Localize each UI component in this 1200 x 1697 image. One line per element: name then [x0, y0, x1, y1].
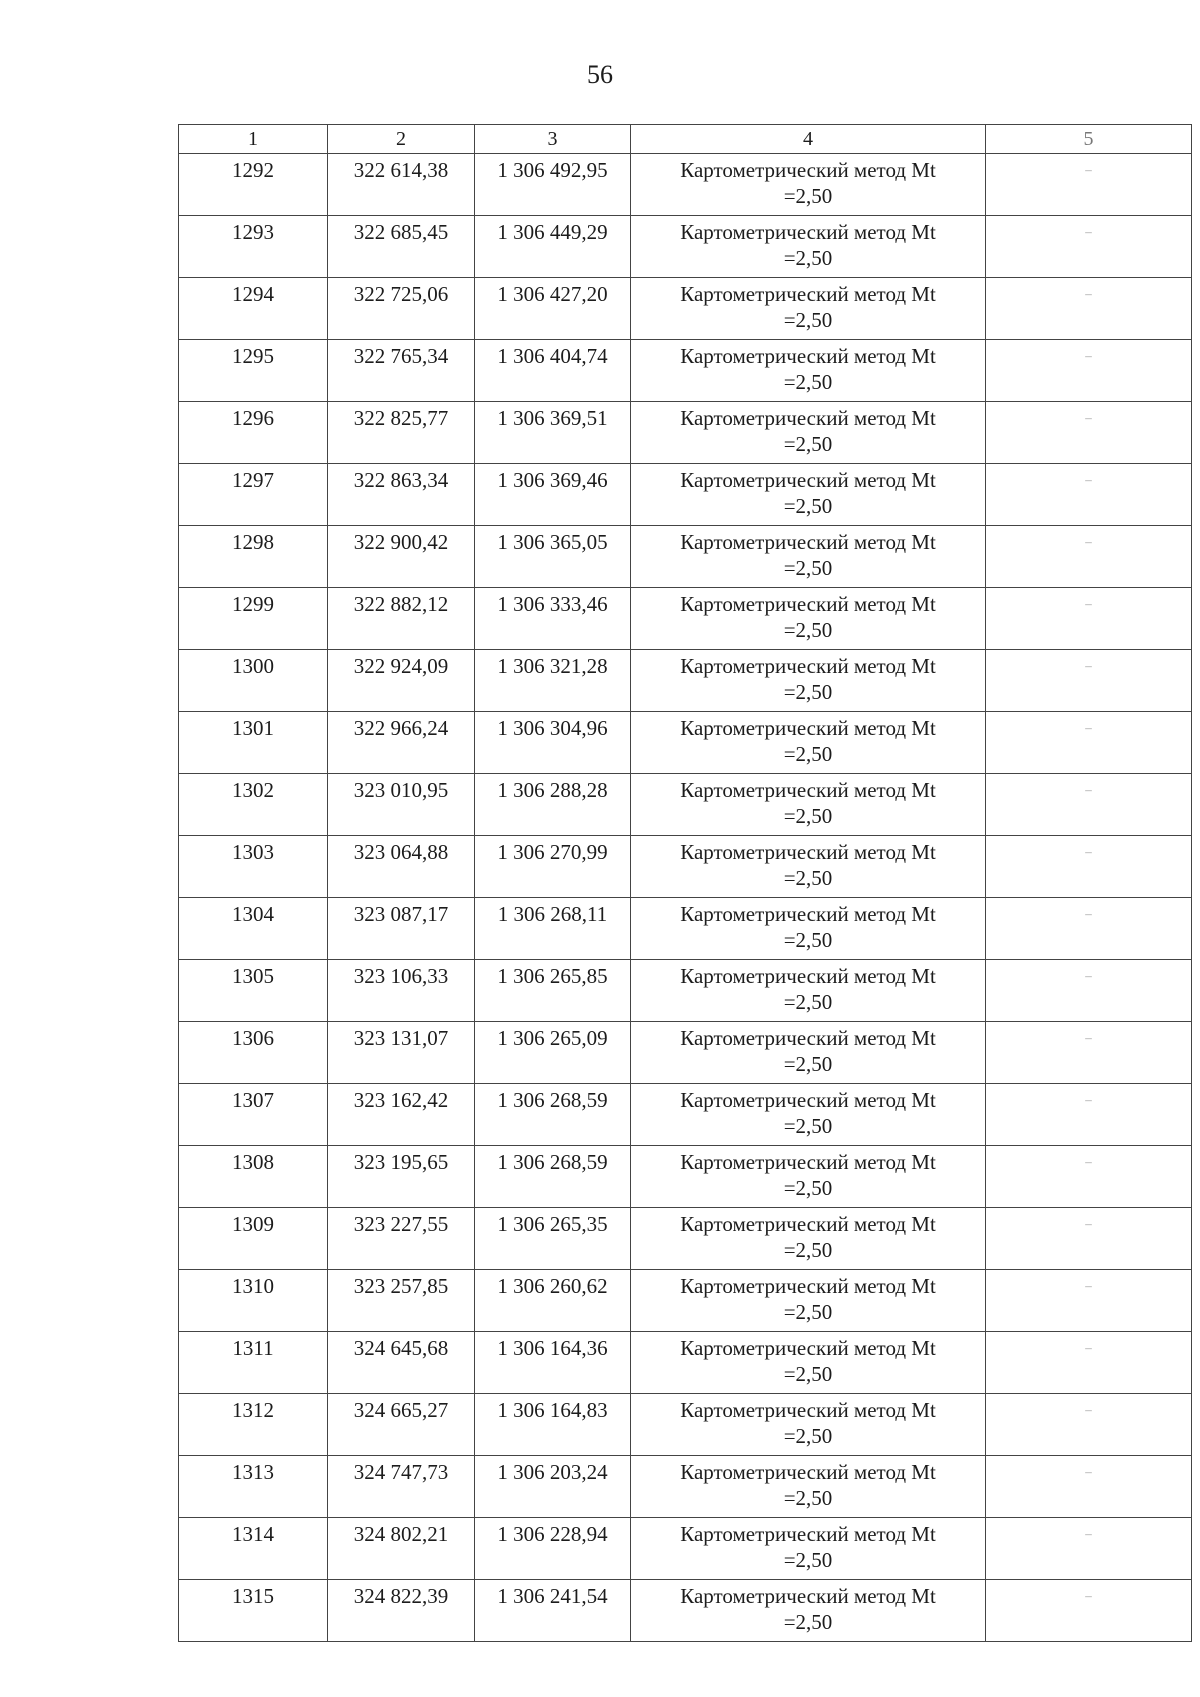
- method-text: Картометрический метод Mt: [680, 1026, 936, 1050]
- y-coordinate-cell: 1 306 164,36: [475, 1332, 631, 1394]
- method-text: Картометрический метод Mt: [680, 1398, 936, 1422]
- method-accuracy: =2,50: [783, 1300, 833, 1324]
- table-row: [179, 340, 1192, 402]
- method-text: Картометрический метод Mt: [680, 220, 936, 244]
- x-coordinate-cell: 324 802,21: [328, 1518, 475, 1580]
- method-cell: [631, 1084, 986, 1146]
- note-cell: –: [986, 1580, 1192, 1642]
- note-cell: –: [986, 340, 1192, 402]
- point-number-cell: 1302: [179, 774, 328, 836]
- point-number-cell: 1301: [179, 712, 328, 774]
- x-coordinate-cell: 322 725,06: [328, 278, 475, 340]
- method-text: Картометрический метод Mt: [680, 406, 936, 430]
- point-number-cell: 1307: [179, 1084, 328, 1146]
- point-number-cell: 1292: [179, 154, 328, 216]
- y-coordinate-cell: 1 306 265,09: [475, 1022, 631, 1084]
- y-coordinate-cell: 1 306 404,74: [475, 340, 631, 402]
- x-coordinate-cell: 322 685,45: [328, 216, 475, 278]
- method-accuracy: =2,50: [783, 556, 833, 580]
- method-cell: [631, 340, 986, 402]
- method-accuracy: =2,50: [783, 494, 833, 518]
- x-coordinate-cell: 323 064,88: [328, 836, 475, 898]
- header-col-3: 3: [475, 125, 631, 154]
- y-coordinate-cell: 1 306 260,62: [475, 1270, 631, 1332]
- table-row: [179, 154, 1192, 216]
- x-coordinate-cell: 322 825,77: [328, 402, 475, 464]
- method-cell: [631, 1208, 986, 1270]
- x-coordinate-cell: 322 614,38: [328, 154, 475, 216]
- table-row: [179, 1208, 1192, 1270]
- method-cell: [631, 1332, 986, 1394]
- note-cell: –: [986, 1518, 1192, 1580]
- method-text: Картометрический метод Mt: [680, 344, 936, 368]
- y-coordinate-cell: 1 306 492,95: [475, 154, 631, 216]
- method-cell: [631, 154, 986, 216]
- note-cell: –: [986, 960, 1192, 1022]
- method-cell: [631, 216, 986, 278]
- method-text: Картометрический метод Mt: [680, 654, 936, 678]
- y-coordinate-cell: 1 306 268,59: [475, 1146, 631, 1208]
- point-number-cell: 1311: [179, 1332, 328, 1394]
- x-coordinate-cell: 322 765,34: [328, 340, 475, 402]
- note-cell: –: [986, 1208, 1192, 1270]
- method-text: Картометрический метод Mt: [680, 530, 936, 554]
- note-cell: –: [986, 1394, 1192, 1456]
- method-cell: [631, 464, 986, 526]
- method-text: Картометрический метод Mt: [680, 1460, 936, 1484]
- x-coordinate-cell: 322 900,42: [328, 526, 475, 588]
- method-accuracy: =2,50: [783, 308, 833, 332]
- y-coordinate-cell: 1 306 288,28: [475, 774, 631, 836]
- table-body: [179, 154, 1192, 1642]
- method-cell: [631, 1022, 986, 1084]
- point-number-cell: 1308: [179, 1146, 328, 1208]
- table-row: [179, 526, 1192, 588]
- method-text: Картометрический метод Mt: [680, 1522, 936, 1546]
- method-accuracy: =2,50: [783, 184, 833, 208]
- y-coordinate-cell: 1 306 449,29: [475, 216, 631, 278]
- method-text: Картометрический метод Mt: [680, 778, 936, 802]
- table-row: [179, 650, 1192, 712]
- method-text: Картометрический метод Mt: [680, 716, 936, 740]
- table-row: [179, 216, 1192, 278]
- method-text: Картометрический метод Mt: [680, 282, 936, 306]
- coordinates-table: [178, 124, 1192, 1642]
- method-cell: [631, 402, 986, 464]
- y-coordinate-cell: 1 306 321,28: [475, 650, 631, 712]
- table-row: [179, 1456, 1192, 1518]
- point-number-cell: 1312: [179, 1394, 328, 1456]
- method-accuracy: =2,50: [783, 618, 833, 642]
- y-coordinate-cell: 1 306 304,96: [475, 712, 631, 774]
- method-accuracy: =2,50: [783, 1052, 833, 1076]
- note-cell: –: [986, 1332, 1192, 1394]
- method-text: Картометрический метод Mt: [680, 592, 936, 616]
- note-cell: –: [986, 1146, 1192, 1208]
- header-col-2: 2: [328, 125, 475, 154]
- x-coordinate-cell: 324 747,73: [328, 1456, 475, 1518]
- method-accuracy: =2,50: [783, 1548, 833, 1572]
- method-accuracy: =2,50: [783, 370, 833, 394]
- note-cell: –: [986, 774, 1192, 836]
- x-coordinate-cell: 322 966,24: [328, 712, 475, 774]
- table-row: [179, 1518, 1192, 1580]
- table-row: [179, 960, 1192, 1022]
- page-number: 56: [587, 60, 613, 89]
- note-cell: –: [986, 526, 1192, 588]
- method-text: Картометрический метод Mt: [680, 468, 936, 492]
- y-coordinate-cell: 1 306 365,05: [475, 526, 631, 588]
- table-row: [179, 1022, 1192, 1084]
- method-cell: [631, 960, 986, 1022]
- point-number-cell: 1295: [179, 340, 328, 402]
- header-col-1: 1: [179, 125, 328, 154]
- method-accuracy: =2,50: [783, 1176, 833, 1200]
- method-cell: [631, 1456, 986, 1518]
- method-text: Картометрический метод Mt: [680, 1336, 936, 1360]
- point-number-cell: 1315: [179, 1580, 328, 1642]
- note-cell: –: [986, 650, 1192, 712]
- x-coordinate-cell: 322 924,09: [328, 650, 475, 712]
- table-row: [179, 774, 1192, 836]
- method-accuracy: =2,50: [783, 1486, 833, 1510]
- point-number-cell: 1298: [179, 526, 328, 588]
- point-number-cell: 1310: [179, 1270, 328, 1332]
- method-cell: [631, 526, 986, 588]
- method-accuracy: =2,50: [783, 432, 833, 456]
- x-coordinate-cell: 323 227,55: [328, 1208, 475, 1270]
- y-coordinate-cell: 1 306 265,85: [475, 960, 631, 1022]
- point-number-cell: 1306: [179, 1022, 328, 1084]
- x-coordinate-cell: 324 645,68: [328, 1332, 475, 1394]
- x-coordinate-cell: 323 087,17: [328, 898, 475, 960]
- x-coordinate-cell: 324 665,27: [328, 1394, 475, 1456]
- table-row: [179, 1394, 1192, 1456]
- note-cell: –: [986, 216, 1192, 278]
- point-number-cell: 1293: [179, 216, 328, 278]
- point-number-cell: 1296: [179, 402, 328, 464]
- method-cell: [631, 712, 986, 774]
- point-number-cell: 1305: [179, 960, 328, 1022]
- table-header: [179, 125, 1192, 154]
- point-number-cell: 1303: [179, 836, 328, 898]
- method-accuracy: =2,50: [783, 928, 833, 952]
- table-row: [179, 1580, 1192, 1642]
- note-cell: –: [986, 464, 1192, 526]
- method-accuracy: =2,50: [783, 866, 833, 890]
- point-number-cell: 1304: [179, 898, 328, 960]
- point-number-cell: 1297: [179, 464, 328, 526]
- method-accuracy: =2,50: [783, 1362, 833, 1386]
- note-cell: –: [986, 1022, 1192, 1084]
- table-row: [179, 464, 1192, 526]
- method-text: Картометрический метод Mt: [680, 964, 936, 988]
- note-cell: –: [986, 154, 1192, 216]
- y-coordinate-cell: 1 306 270,99: [475, 836, 631, 898]
- method-accuracy: =2,50: [783, 804, 833, 828]
- method-accuracy: =2,50: [783, 742, 833, 766]
- point-number-cell: 1300: [179, 650, 328, 712]
- method-text: Картометрический метод Mt: [680, 902, 936, 926]
- method-text: Картометрический метод Mt: [680, 158, 936, 182]
- method-cell: [631, 1394, 986, 1456]
- table-row: [179, 1146, 1192, 1208]
- table-row: [179, 1084, 1192, 1146]
- note-cell: –: [986, 836, 1192, 898]
- y-coordinate-cell: 1 306 333,46: [475, 588, 631, 650]
- method-cell: [631, 774, 986, 836]
- method-text: Картометрический метод Mt: [680, 1150, 936, 1174]
- x-coordinate-cell: 322 882,12: [328, 588, 475, 650]
- method-cell: [631, 1146, 986, 1208]
- method-accuracy: =2,50: [783, 680, 833, 704]
- point-number-cell: 1313: [179, 1456, 328, 1518]
- table-row: [179, 402, 1192, 464]
- note-cell: –: [986, 278, 1192, 340]
- y-coordinate-cell: 1 306 369,46: [475, 464, 631, 526]
- x-coordinate-cell: 323 162,42: [328, 1084, 475, 1146]
- table-row: [179, 1270, 1192, 1332]
- y-coordinate-cell: 1 306 265,35: [475, 1208, 631, 1270]
- note-cell: –: [986, 712, 1192, 774]
- method-cell: [631, 836, 986, 898]
- note-cell: –: [986, 898, 1192, 960]
- method-accuracy: =2,50: [783, 1114, 833, 1138]
- method-accuracy: =2,50: [783, 246, 833, 270]
- table-row: [179, 836, 1192, 898]
- method-cell: [631, 898, 986, 960]
- method-text: Картометрический метод Mt: [680, 1212, 936, 1236]
- note-cell: –: [986, 1456, 1192, 1518]
- method-text: Картометрический метод Mt: [680, 1088, 936, 1112]
- y-coordinate-cell: 1 306 268,11: [475, 898, 631, 960]
- method-cell: [631, 650, 986, 712]
- table-row: [179, 712, 1192, 774]
- header-col-5: 5: [986, 125, 1192, 154]
- method-cell: [631, 278, 986, 340]
- note-cell: –: [986, 1270, 1192, 1332]
- y-coordinate-cell: 1 306 228,94: [475, 1518, 631, 1580]
- x-coordinate-cell: 324 822,39: [328, 1580, 475, 1642]
- y-coordinate-cell: 1 306 164,83: [475, 1394, 631, 1456]
- method-accuracy: =2,50: [783, 1610, 833, 1634]
- x-coordinate-cell: 323 131,07: [328, 1022, 475, 1084]
- method-cell: [631, 1518, 986, 1580]
- method-accuracy: =2,50: [783, 1424, 833, 1448]
- table-row: [179, 278, 1192, 340]
- method-text: Картометрический метод Mt: [680, 1584, 936, 1608]
- x-coordinate-cell: 322 863,34: [328, 464, 475, 526]
- x-coordinate-cell: 323 195,65: [328, 1146, 475, 1208]
- method-accuracy: =2,50: [783, 1238, 833, 1262]
- table-row: [179, 1332, 1192, 1394]
- method-text: Картометрический метод Mt: [680, 840, 936, 864]
- y-coordinate-cell: 1 306 369,51: [475, 402, 631, 464]
- header-row: [179, 125, 1192, 154]
- point-number-cell: 1299: [179, 588, 328, 650]
- method-cell: [631, 588, 986, 650]
- y-coordinate-cell: 1 306 427,20: [475, 278, 631, 340]
- method-cell: [631, 1580, 986, 1642]
- note-cell: –: [986, 1084, 1192, 1146]
- method-text: Картометрический метод Mt: [680, 1274, 936, 1298]
- x-coordinate-cell: 323 257,85: [328, 1270, 475, 1332]
- note-cell: –: [986, 402, 1192, 464]
- x-coordinate-cell: 323 106,33: [328, 960, 475, 1022]
- point-number-cell: 1309: [179, 1208, 328, 1270]
- y-coordinate-cell: 1 306 268,59: [475, 1084, 631, 1146]
- y-coordinate-cell: 1 306 241,54: [475, 1580, 631, 1642]
- note-cell: –: [986, 588, 1192, 650]
- point-number-cell: 1294: [179, 278, 328, 340]
- point-number-cell: 1314: [179, 1518, 328, 1580]
- method-cell: [631, 1270, 986, 1332]
- method-accuracy: =2,50: [783, 990, 833, 1014]
- y-coordinate-cell: 1 306 203,24: [475, 1456, 631, 1518]
- table-row: [179, 898, 1192, 960]
- table-row: [179, 588, 1192, 650]
- header-col-4: 4: [631, 125, 986, 154]
- x-coordinate-cell: 323 010,95: [328, 774, 475, 836]
